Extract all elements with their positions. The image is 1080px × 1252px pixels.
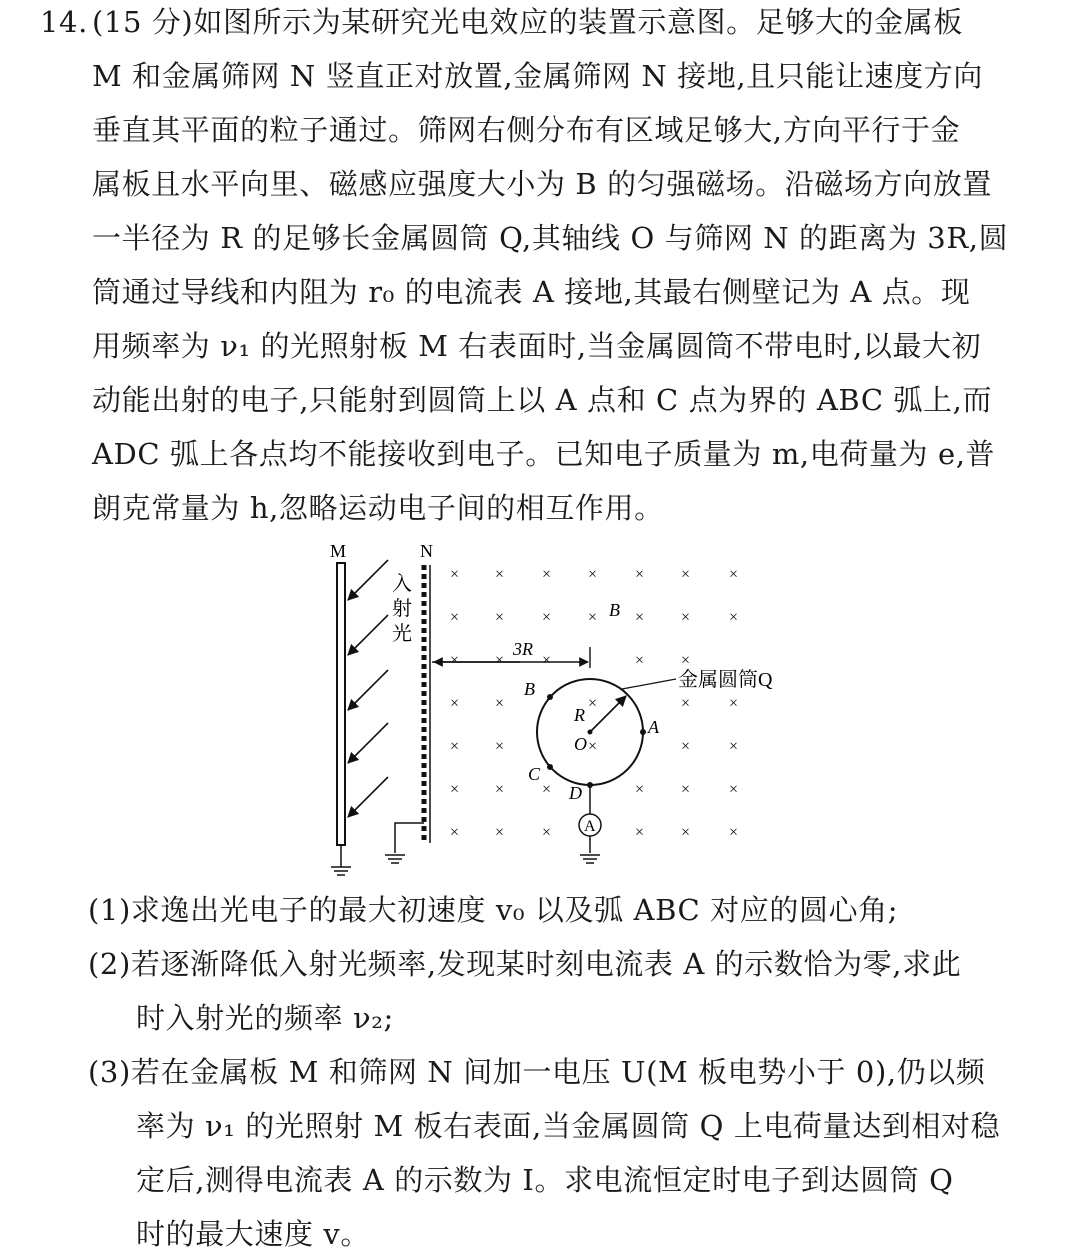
label-m: M [330, 541, 347, 561]
point-c [547, 764, 553, 770]
field-cross: × [588, 695, 598, 712]
field-cross: × [542, 652, 552, 669]
question-line: 垂直其平面的粒子通过。筛网右侧分布有区域足够大,方向平行于金 [92, 113, 961, 147]
field-cross: × [681, 738, 691, 755]
question-line: 筒通过导线和内阻为 r₀ 的电流表 A 接地,其最右侧壁记为 A 点。现 [92, 275, 971, 309]
question-line: 动能出射的电子,只能射到圆筒上以 A 点和 C 点为界的 ABC 弧上,而 [92, 383, 993, 417]
field-cross: × [681, 609, 691, 626]
field-cross: × [681, 652, 691, 669]
field-cross: × [729, 609, 739, 626]
apparatus-figure [320, 535, 800, 880]
label-n: N [420, 541, 433, 561]
sub-question-3-line-4: 时的最大速度 v。 [136, 1217, 371, 1251]
point-a [640, 729, 646, 735]
question-line: 属板且水平向里、磁感应强度大小为 B 的匀强磁场。沿磁场方向放置 [92, 167, 992, 201]
label-3r: 3R [513, 639, 533, 659]
field-cross: × [450, 695, 460, 712]
field-cross: × [588, 738, 598, 755]
question-line: 一半径为 R 的足够长金属圆筒 Q,其轴线 O 与筛网 N 的距离为 3R,圆 [92, 221, 1009, 255]
field-cross: × [729, 695, 739, 712]
sub-question-2-line-2: 时入射光的频率 ν₂; [136, 1001, 394, 1035]
field-cross: × [542, 566, 552, 583]
sub-question-3-line-1: (3)若在金属板 M 和筛网 N 间加一电压 U(M 板电势小于 0),仍以频 [88, 1055, 986, 1089]
field-cross: × [681, 781, 691, 798]
question-line: M 和金属筛网 N 竖直正对放置,金属筛网 N 接地,且只能让速度方向 [92, 59, 983, 93]
question-line: (15 分)如图所示为某研究光电效应的装置示意图。足够大的金属板 [92, 5, 963, 39]
question-line: ADC 弧上各点均不能接收到电子。已知电子质量为 m,电荷量为 e,普 [92, 437, 996, 471]
label-b-field: B [609, 600, 620, 620]
field-cross: × [729, 824, 739, 841]
field-cross: × [681, 566, 691, 583]
field-cross: × [495, 566, 505, 583]
question-line: 用频率为 ν₁ 的光照射板 M 右表面时,当金属圆筒不带电时,以最大初 [92, 329, 982, 363]
field-cross: × [495, 609, 505, 626]
label-incident-light-3: 光 [392, 623, 412, 645]
field-cross: × [495, 781, 505, 798]
ground-wire-n [395, 823, 424, 835]
label-r: R [574, 705, 585, 725]
label-cylinder-q: 金属圆筒Q [678, 669, 773, 691]
field-cross: × [542, 609, 552, 626]
field-cross: × [495, 824, 505, 841]
field-cross: × [450, 781, 460, 798]
field-cross: × [588, 566, 598, 583]
magnetic-field-crosses [450, 566, 738, 841]
field-cross: × [495, 738, 505, 755]
field-cross: × [450, 824, 460, 841]
label-o: O [574, 734, 587, 754]
field-cross: × [495, 652, 505, 669]
incident-light-arrows [348, 560, 388, 817]
field-cross: × [635, 652, 645, 669]
question-line: 朗克常量为 h,忽略运动电子间的相互作用。 [92, 491, 664, 525]
label-incident-light-2: 射 [392, 598, 412, 620]
sub-question-3-line-3: 定后,测得电流表 A 的示数为 I。求电流恒定时电子到达圆筒 Q [136, 1163, 954, 1197]
field-cross: × [729, 781, 739, 798]
field-cross: × [588, 609, 598, 626]
field-cross: × [495, 695, 505, 712]
label-d: D [569, 783, 582, 803]
field-cross: × [635, 566, 645, 583]
field-cross: × [450, 609, 460, 626]
cylinder-leader [622, 679, 676, 689]
field-cross: × [635, 781, 645, 798]
sub-question-2-line-1: (2)若逐渐降低入射光频率,发现某时刻电流表 A 的示数恰为零,求此 [88, 947, 962, 981]
field-cross: × [635, 824, 645, 841]
metal-plate-m [337, 563, 345, 845]
sub-question-3-line-2: 率为 ν₁ 的光照射 M 板右表面,当金属圆筒 Q 上电荷量达到相对稳 [136, 1109, 1001, 1143]
label-c: C [528, 764, 541, 784]
field-cross: × [681, 695, 691, 712]
field-cross: × [450, 566, 460, 583]
field-cross: × [542, 824, 552, 841]
field-cross: × [681, 824, 691, 841]
label-incident-light-1: 入 [392, 573, 412, 595]
label-b-point: B [524, 679, 535, 699]
field-cross: × [450, 652, 460, 669]
field-cross: × [542, 781, 552, 798]
point-b [547, 694, 553, 700]
field-cross: × [729, 738, 739, 755]
label-a-point: A [648, 717, 659, 737]
field-cross: × [635, 609, 645, 626]
question-number: 14. [40, 5, 88, 39]
label-ammeter: A [584, 818, 596, 835]
field-cross: × [450, 738, 460, 755]
sub-question-1: (1)求逸出光电子的最大初速度 v₀ 以及弧 ABC 对应的圆心角; [88, 893, 899, 927]
field-cross: × [729, 566, 739, 583]
